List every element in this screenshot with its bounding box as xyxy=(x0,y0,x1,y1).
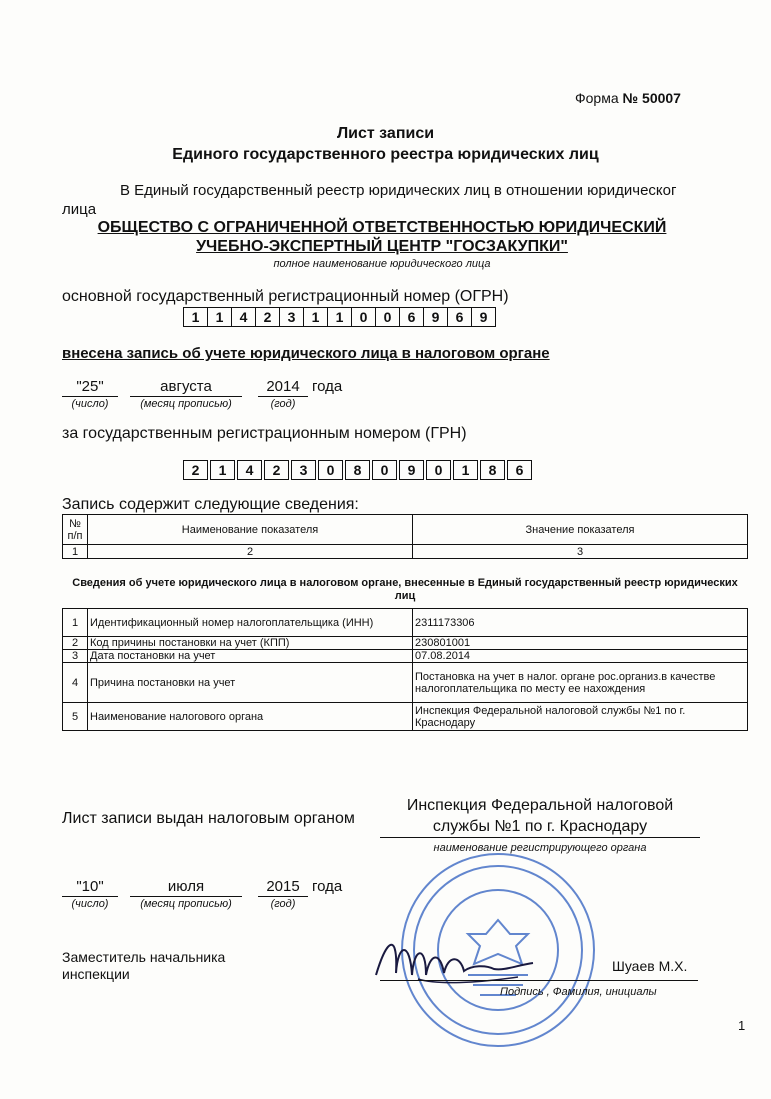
date1-month-caption: (месяц прописью) xyxy=(140,398,232,410)
date1-month: августа xyxy=(130,378,242,397)
date2-month: июля xyxy=(130,878,242,897)
row-value: Постановка на учет в налог. органе рос.организ.в качестве налогоплательщика по месту ее нахождения xyxy=(413,663,748,703)
ogrn-digit: 3 xyxy=(279,307,304,327)
row-name: Идентификационный номер налогоплательщика (ИНН) xyxy=(88,609,413,637)
ogrn-digit: 9 xyxy=(471,307,496,327)
ogrn-digit: 1 xyxy=(207,307,232,327)
issued-by-label: Лист записи выдан налоговым органом xyxy=(62,810,355,827)
grn-digit: 8 xyxy=(345,460,370,480)
signature-caption: Подпись , Фамилия, инициалы xyxy=(500,986,657,998)
header-table-row xyxy=(63,545,748,559)
col-name-header: Наименование показателя xyxy=(88,515,413,545)
organization-name xyxy=(62,218,702,256)
signer-position: Заместитель начальника инспекции xyxy=(62,949,226,982)
grn-digit: 0 xyxy=(372,460,397,480)
grn-label: за государственным регистрационным номером (ГРН) xyxy=(62,425,467,442)
grn-digit: 2 xyxy=(264,460,289,480)
signature-stroke xyxy=(376,945,533,975)
organization-name-caption: полное наименование юридического лица xyxy=(273,258,491,270)
table-row xyxy=(63,650,748,663)
data-table xyxy=(62,608,748,731)
document-subtitle: Единого государственного реестра юридических лиц xyxy=(172,146,599,163)
date1-day-caption: (число) xyxy=(71,398,109,410)
ogrn-digit: 4 xyxy=(231,307,256,327)
ogrn-digit: 2 xyxy=(255,307,280,327)
record-title: внесена запись об учете юридического лица в налоговом органе xyxy=(62,345,550,362)
grn-digit: 3 xyxy=(291,460,316,480)
row-name: Код причины постановки на учет (КПП) xyxy=(88,637,413,650)
form-prefix: Форма xyxy=(575,90,619,106)
date1-suffix: года xyxy=(312,378,343,395)
date2-month-caption: (месяц прописью) xyxy=(140,898,232,910)
ogrn-digit: 1 xyxy=(327,307,352,327)
table-row xyxy=(63,609,748,637)
form-number xyxy=(575,90,681,106)
handwritten-signature xyxy=(368,925,538,995)
grn-digit: 4 xyxy=(237,460,262,480)
document-title: Лист записи xyxy=(336,125,435,142)
date2-day: "10" xyxy=(62,878,118,897)
ogrn-digit: 0 xyxy=(351,307,376,327)
table-row xyxy=(63,663,748,703)
section-title: Сведения об учете юридического лица в налоговом органе, внесенные в Единый государственный реестр юридических лиц xyxy=(72,577,738,602)
col-name-index: 2 xyxy=(88,545,413,559)
intro-text-2: лица xyxy=(62,201,97,218)
grn-digit: 1 xyxy=(453,460,478,480)
row-number: 3 xyxy=(63,650,88,663)
ogrn-digit: 6 xyxy=(399,307,424,327)
organization-name-line1: ОБЩЕСТВО С ОГРАНИЧЕННОЙ ОТВЕТСТВЕННОСТЬЮ ЮРИДИЧЕСКИЙ xyxy=(97,219,667,236)
row-number: 1 xyxy=(63,609,88,637)
col-value-index: 3 xyxy=(413,545,748,559)
organization-name-line2: УЧЕБНО-ЭКСПЕРТНЫЙ ЦЕНТР "ГОСЗАКУПКИ" xyxy=(196,238,568,255)
issuing-authority-caption: наименование регистрирующего органа xyxy=(433,842,647,854)
grn-digit: 6 xyxy=(507,460,532,480)
date2-year-caption: (год) xyxy=(270,898,296,910)
row-value: 2311173306 xyxy=(413,609,748,637)
grn-digits xyxy=(183,460,534,480)
ogrn-digit: 6 xyxy=(447,307,472,327)
table-row xyxy=(63,637,748,650)
date1-year-caption: (год) xyxy=(270,398,296,410)
intro-text: В Единый государственный реестр юридических лиц в отношении юридическог xyxy=(120,182,677,199)
row-name: Наименование налогового органа xyxy=(88,703,413,731)
page-number: 1 xyxy=(738,1018,746,1033)
date2-suffix: года xyxy=(312,878,343,895)
ogrn-digit: 0 xyxy=(375,307,400,327)
record-contents-label: Запись содержит следующие сведения: xyxy=(62,496,359,513)
ogrn-digit: 9 xyxy=(423,307,448,327)
signature-line xyxy=(380,980,698,981)
row-number: 2 xyxy=(63,637,88,650)
row-value: 230801001 xyxy=(413,637,748,650)
col-number-header: № п/п xyxy=(63,515,88,545)
form-number-value: № 50007 xyxy=(622,90,681,106)
issuing-authority: Инспекция Федеральной налоговой службы №1 по г. Краснодару xyxy=(380,795,700,838)
ogrn-label: основной государственный регистрационный номер (ОГРН) xyxy=(62,288,509,305)
col-value-header: Значение показателя xyxy=(413,515,748,545)
row-value: 07.08.2014 xyxy=(413,650,748,663)
date2-day-caption: (число) xyxy=(71,898,109,910)
ogrn-digit: 1 xyxy=(183,307,208,327)
header-table xyxy=(62,514,748,559)
ogrn-digits xyxy=(183,307,495,327)
grn-digit: 0 xyxy=(426,460,451,480)
grn-digit: 9 xyxy=(399,460,424,480)
grn-digit: 0 xyxy=(318,460,343,480)
header-table-row xyxy=(63,515,748,545)
date1-year: 2014 xyxy=(258,378,308,397)
table-row xyxy=(63,703,748,731)
signer-name: Шуаев М.Х. xyxy=(612,958,688,974)
row-number: 5 xyxy=(63,703,88,731)
ogrn-digit: 1 xyxy=(303,307,328,327)
grn-digit: 2 xyxy=(183,460,208,480)
grn-digit: 8 xyxy=(480,460,505,480)
row-name: Причина постановки на учет xyxy=(88,663,413,703)
row-name: Дата постановки на учет xyxy=(88,650,413,663)
row-value: Инспекция Федеральной налоговой службы №1 по г. Краснодару xyxy=(413,703,748,731)
col-number-index: 1 xyxy=(63,545,88,559)
grn-digit: 1 xyxy=(210,460,235,480)
date2-year: 2015 xyxy=(258,878,308,897)
date1-day: "25" xyxy=(62,378,118,397)
row-number: 4 xyxy=(63,663,88,703)
